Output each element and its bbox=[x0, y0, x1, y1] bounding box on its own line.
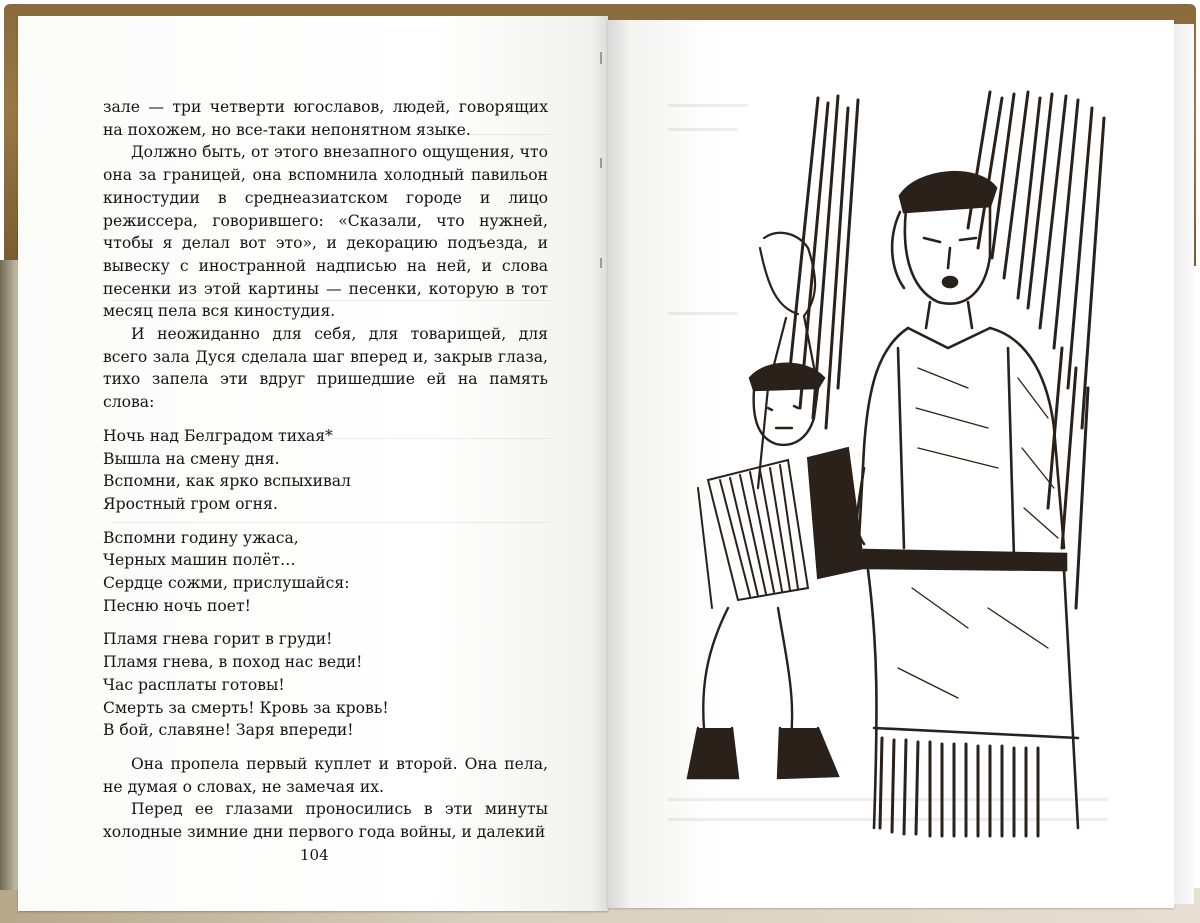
gutter-stitch bbox=[600, 52, 602, 64]
verse-line: Черных машин полёт… bbox=[103, 551, 296, 570]
right-page-edge bbox=[1174, 24, 1194, 904]
verse-line: Час расплаты готовы! bbox=[103, 675, 285, 694]
verse-line: Вышла на смену дня. bbox=[103, 449, 280, 468]
paragraph: Перед ее глазами проносились в эти минуты холодные зимние дни первого года войны, и далекий bbox=[103, 800, 548, 842]
verse-line: Сердце сожми, прислушайся: bbox=[103, 574, 350, 593]
paragraph: зале — три четверти югославов, людей, говорящих на похожем, но все-таки непонятном языке. bbox=[103, 98, 548, 139]
left-page-text bbox=[103, 96, 548, 844]
verse-line: Вспомни, как ярко вспыхивал bbox=[103, 472, 351, 491]
verse-line: Ночь над Белградом тихая* bbox=[103, 426, 333, 445]
verse-line: Пламя гнева, в поход нас веди! bbox=[103, 653, 363, 672]
verse-line: Вспомни годину ужаса, bbox=[103, 528, 299, 547]
paragraph: Она пропела первый куплет и второй. Она пела, не думая о словах, не замечая их. bbox=[103, 754, 548, 796]
verse-line: Смерть за смерть! Кровь за кровь! bbox=[103, 698, 389, 717]
stanza bbox=[103, 628, 548, 742]
gutter-stitch bbox=[600, 258, 602, 268]
verse-line: В бой, славяне! Заря впереди! bbox=[103, 721, 354, 740]
illustration bbox=[668, 88, 1112, 840]
page-number: 104 bbox=[300, 846, 329, 864]
verse-line: Песню ночь поет! bbox=[103, 596, 251, 615]
song-verse bbox=[103, 425, 548, 742]
verse-line: Пламя гнева горит в груди! bbox=[103, 630, 333, 649]
verse-line: Яростный гром огня. bbox=[103, 494, 278, 513]
stanza bbox=[103, 425, 548, 516]
gutter-stitch bbox=[600, 158, 602, 168]
stanza bbox=[103, 527, 548, 618]
paragraph: Должно быть, от этого внезапного ощущения, что она за границей, она вспомнила холодный павильон киностудии в среднеазиатском городе и лицо режиссера, говорившего: «Сказали, что нужней, чтобы я делал вот это», и декорацию подъезда, и вывеску с иностранной надписью на ней, и слова песенки из этой картины — песенки, которую в тот месяц пела вся киностудия. bbox=[103, 143, 548, 321]
paragraph: И неожиданно для себя, для товарищей, для всего зала Дуся сделала шаг вперед и, закрыв глаза, тихо запела эти вдруг пришедшие ей на память слова: bbox=[103, 325, 548, 412]
